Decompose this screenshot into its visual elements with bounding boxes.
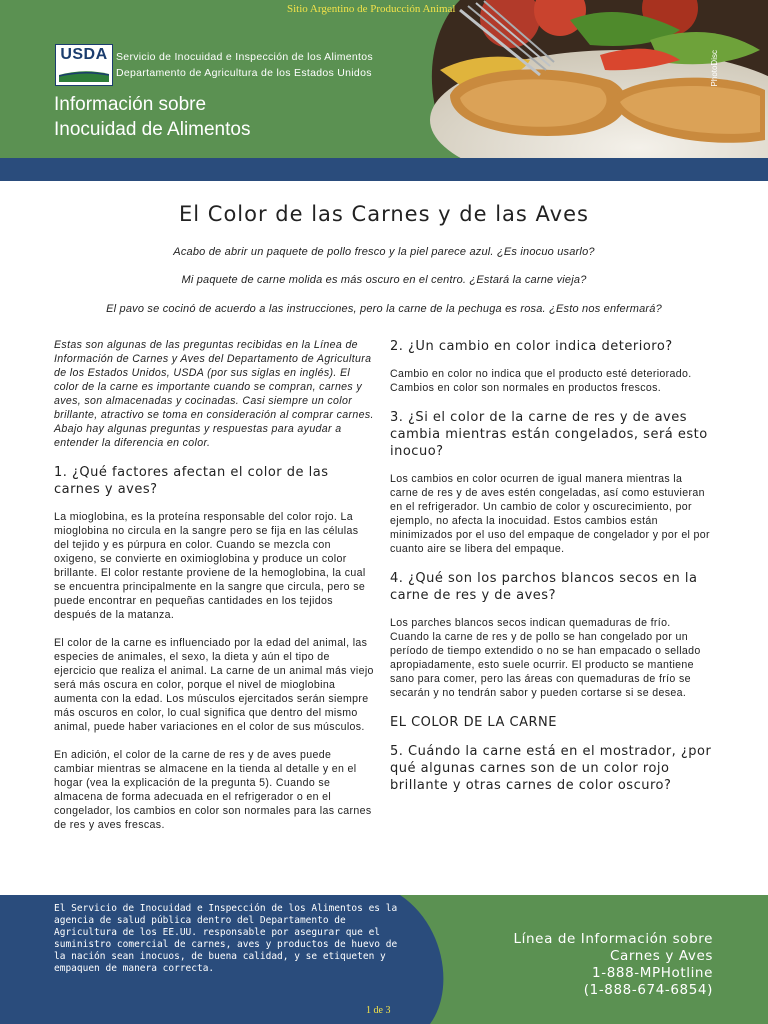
header-banner — [0, 0, 768, 158]
usda-logo-text: USDA — [60, 46, 108, 63]
intro-question-2: Mi paquete de carne molida es más oscuro en el centro. ¿Estará la carne vieja? — [181, 274, 587, 286]
header-divider-band — [0, 158, 768, 181]
question-5-heading: 5. Cuándo la carne está en el mostrador, ¿por qué algunas carnes son de un color rojo brillante y otras carnes de color oscuro? — [390, 744, 712, 793]
footer-agency-text: El Servicio de Inocuidad e Inspección de los Alimentos es la agencia de salud pública dentro del Departamento de Agricultura de los EE.UU. responsable por asegurar que el suministro comercial de carnes, aves y productos de huevo de la nación sean inocuos, de buena calidad, y se etiqueten y empaquen de manera correcta. — [54, 903, 398, 974]
hotline-info — [470, 931, 713, 999]
question-1-paragraph-2: El color de la carne es influenciado por la edad del animal, las especies de animales, el sexo, la dieta y aún el tipo de ejercicio que realiza el animal. La carne de un animal más viejo será más oscura en color, porque el nivel de mioglobina aumenta con la edad. Los músculos ejercitados serán siempre más oscuros en color, lo cual significa que dentro del mismo animal, puede haber variaciones en el color de sus músculos. — [54, 637, 374, 733]
question-1-heading: 1. ¿Qué factores afectan el color de las carnes y aves? — [54, 465, 329, 497]
site-label: Sitio Argentino de Producción Animal — [287, 3, 456, 15]
question-2-heading: 2. ¿Un cambio en color indica deterioro? — [390, 339, 673, 354]
left-column — [54, 338, 374, 846]
intro-question-3: El pavo se cocinó de acuerdo a las instrucciones, pero la carne de la pechuga es rosa. ¿Esto nos enfermará? — [106, 303, 662, 315]
hotline-phone: 1-888-MPHotline — [592, 965, 713, 981]
usda-logo — [55, 44, 113, 86]
field-icon — [59, 66, 109, 82]
page-title: El Color de las Carnes y de las Aves — [179, 202, 589, 226]
header-title-line-2: Inocuidad de Alimentos — [54, 119, 251, 140]
header-title-line-1: Información sobre — [54, 94, 207, 115]
section-heading: EL COLOR DE LA CARNE — [390, 715, 557, 730]
agency-name — [116, 49, 373, 81]
question-3-answer: Los cambios en color ocurren de igual manera mientras la carne de res y de aves estén congeladas, así como estuvieran en el refrigerador. Un cambio de color y oscurecimiento, por ejemplo, no afecta la inocuidad. Estos cambios están minimizados por el uso del empaque de congelador y por el por cuanto aire se libera del empaque. — [390, 473, 710, 555]
header-title — [54, 92, 250, 142]
question-2-answer: Cambio en color no indica que el producto esté deteriorado. Cambios en color son normales en productos frescos. — [390, 368, 692, 394]
question-3-heading: 3. ¿Si el color de la carne de res y de aves cambia mientras están congelados, será esto inocuo? — [390, 410, 708, 459]
intro-question-1: Acabo de abrir un paquete de pollo fresco y la piel parece azul. ¿Es inocuo usarlo? — [173, 246, 595, 258]
footer — [0, 895, 768, 1024]
agency-line-1: Servicio de Inocuidad e Inspección de los Alimentos — [116, 51, 373, 63]
photo-credit: PhotoDisc — [710, 50, 719, 87]
page-number: 1 de 3 — [366, 1005, 391, 1016]
agency-line-2: Departamento de Agricultura de los Estados Unidos — [116, 67, 372, 79]
question-1-paragraph-1: La mioglobina, es la proteína responsable del color rojo. La mioglobina no circula en la sangre pero se fija en las células del tejido y es púrpura en color. Cuando se mezcla con oxigeno, se convierte en oximioglobina y produce un color brillante. El color restante proviene de la hemoglobina, la cual se encuentra principalmente en la sangre que circula, pero se puede encontrar en pequeñas cantidades en los tejidos después de la matanza. — [54, 511, 366, 621]
intro-paragraph: Estas son algunas de las preguntas recibidas en la Línea de Información de Carnes y Aves del Departamento de Agricultura de los Estados Unidos, USDA (por sus siglas en inglés). El color de la carne es importante cuando se compran, carnes y aves, son almacenadas y cocinadas. Casi siempre un color brillante, atractivo se toma en consideración al comprar carnes. Abajo hay algunas preguntas y respuestas para ayudar a entender la diferencia en color. — [54, 339, 374, 449]
hotline-line-2: Carnes y Aves — [609, 948, 713, 964]
question-4-heading: 4. ¿Qué son los parchos blancos secos en la carne de res y de aves? — [390, 571, 698, 603]
question-1-paragraph-3: En adición, el color de la carne de res y de aves puede cambiar mientras se almacene en la tienda al detalle y en el hogar (vea la explicación de la pregunta 5). Cuando se almacena de forma adecuada en el refrigerador o en el congelador, los cambios en color son normales para las carnes de res y aves frescas. — [54, 749, 372, 831]
question-4-answer: Los parches blancos secos indican quemaduras de frío. Cuando la carne de res y de pollo se han congelado por un período de tiempo extendido o no se han empacado o sellado apropiadamente, esto suele ocurrir. El producto se mantiene sano para comer, pero las áreas con quemaduras de frío se secarán y no tendrán sabor y pueden cortarse si se desea. — [390, 617, 701, 699]
hotline-phone-number: (1-888-674-6854) — [583, 982, 713, 998]
right-column — [390, 338, 712, 806]
hotline-line-1: Línea de Información sobre — [513, 931, 713, 947]
